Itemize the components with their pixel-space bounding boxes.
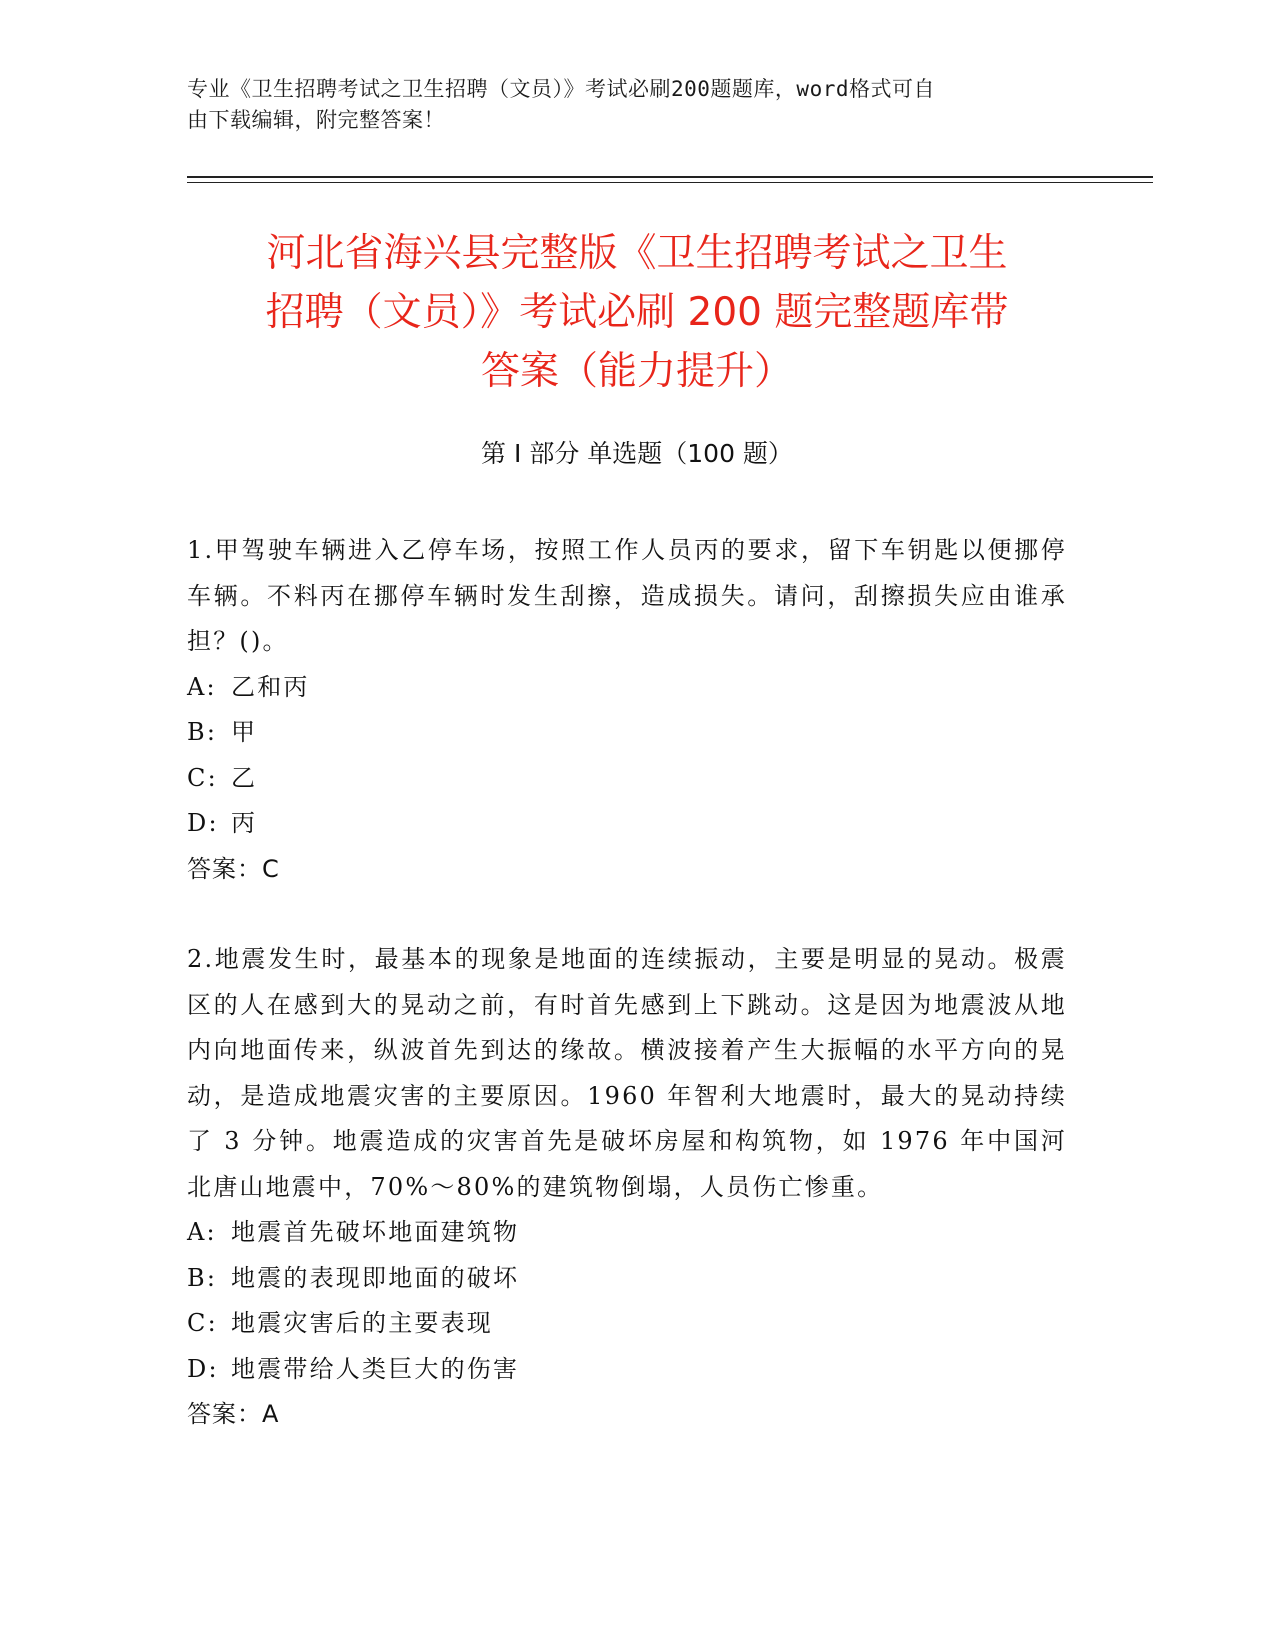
option-key: C:: [187, 763, 218, 792]
option-text: 乙和丙: [231, 672, 310, 701]
option-key: D:: [187, 1354, 219, 1383]
option-key: B:: [187, 1263, 218, 1292]
question-2: [187, 937, 1067, 1438]
answer-line: 答案：C: [187, 854, 280, 883]
header-divider-thin: [187, 182, 1153, 183]
question-1: [187, 528, 1067, 892]
option-b: [187, 710, 1067, 756]
option-b: [187, 1256, 1067, 1302]
option-d: [187, 801, 1067, 847]
question-stem: 2.地震发生时，最基本的现象是地面的连续振动，主要是明显的晃动。极震区的人在感到大的晃动之前，有时首先感到上下跳动。这是因为地震波从地内向地面传来，纵波首先到达的缘故。横波接着产生大振幅的水平方向的晃动，是造成地震灾害的主要原因。1960 年智利大地震时，最大的晃动持续了 3 分钟。地震造成的灾害首先是破坏房屋和构筑物，如 1976 年中国河北唐山地震中，70%～80%的建筑物倒塌，人员伤亡惨重。: [187, 945, 1067, 1201]
option-text: 甲: [231, 718, 258, 746]
option-c: [187, 1301, 1067, 1347]
option-key: C:: [187, 1309, 218, 1337]
option-text: 乙: [231, 763, 258, 792]
answer-line: 答案：A: [187, 1400, 280, 1428]
option-text: 地震的表现即地面的破坏: [231, 1263, 520, 1292]
header-note-line-2: 由下载编辑，附完整答案！: [187, 108, 445, 132]
option-d: [187, 1347, 1067, 1393]
header-divider-thick: [187, 176, 1153, 178]
option-key: D:: [187, 809, 219, 837]
title-line-2: 招聘（文员）》考试必刷 200 题完整题库带: [265, 290, 1009, 335]
option-key: A:: [187, 1218, 217, 1246]
option-text: 丙: [231, 809, 258, 837]
option-a: [187, 1210, 1067, 1256]
option-a: [187, 665, 1067, 711]
option-key: B:: [187, 718, 218, 746]
title-line-3: 答案（能力提升）: [480, 349, 793, 394]
option-text: 地震带给人类巨大的伤害: [231, 1354, 520, 1383]
header-note: [187, 74, 1067, 136]
header-note-line-1: 专业《卫生招聘考试之卫生招聘（文员）》考试必刷200题题库，word格式可自: [187, 77, 935, 101]
option-text: 地震首先破坏地面建筑物: [231, 1218, 520, 1246]
document-title: [187, 224, 1087, 401]
title-line-1: 河北省海兴县完整版《卫生招聘考试之卫生: [266, 231, 1008, 276]
question-stem: 1.甲驾驶车辆进入乙停车场，按照工作人员丙的要求，留下车钥匙以便挪停车辆。不料丙在挪停车辆时发生刮擦，造成损失。请问，刮擦损失应由谁承担？()。: [187, 536, 1067, 655]
option-c: [187, 756, 1067, 802]
option-key: A:: [187, 672, 217, 701]
section-heading: 第 I 部分 单选题（100 题）: [481, 439, 793, 468]
option-text: 地震灾害后的主要表现: [231, 1309, 493, 1337]
